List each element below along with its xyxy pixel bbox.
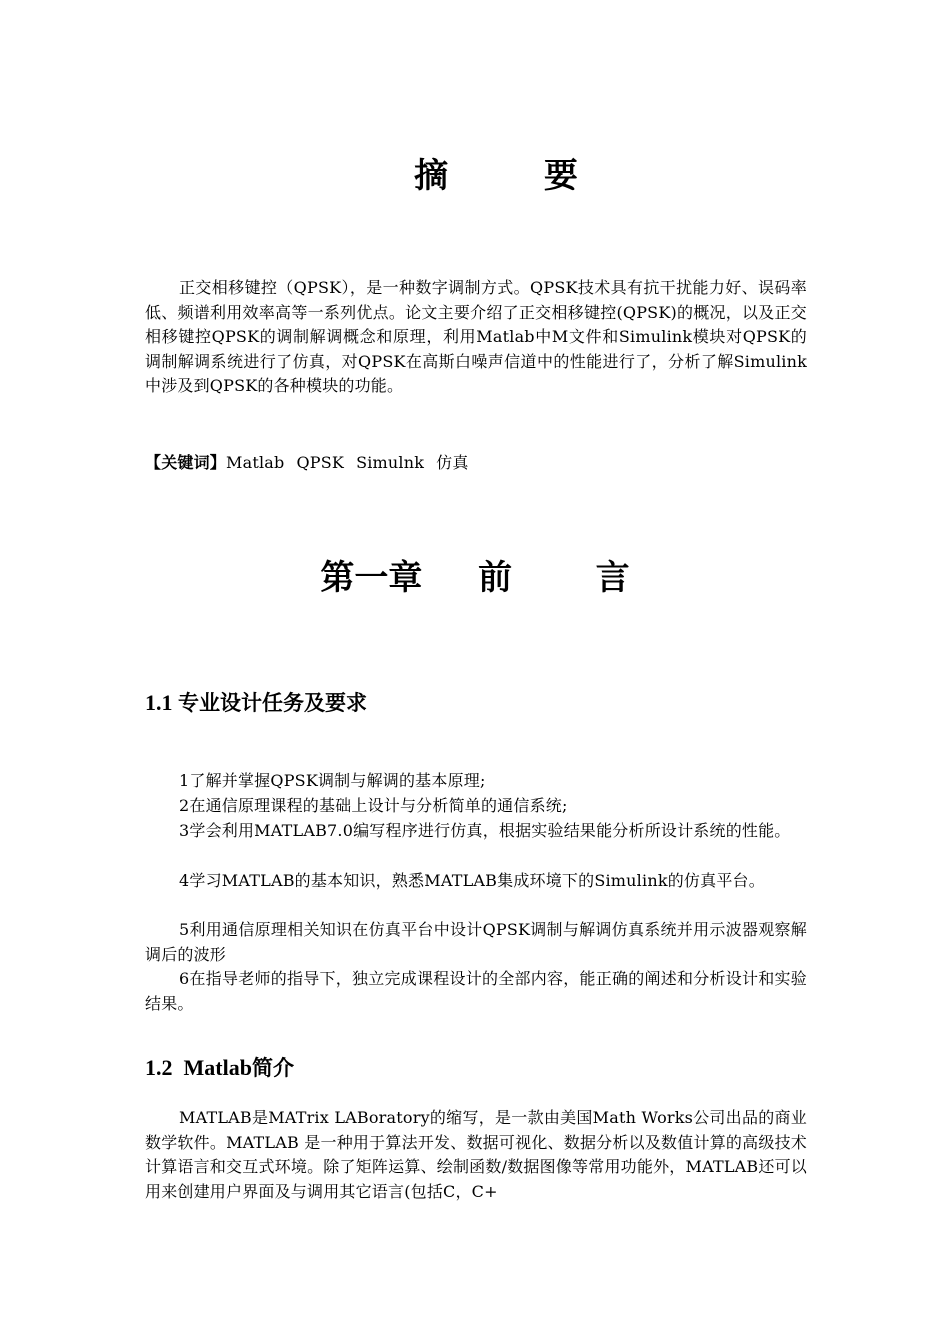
matlab-intro-body: MATLAB是MATrix LABoratory的缩写，是一款由美国Math Works公司出品的商业数学软件。MATLAB 是一种用于算法开发、数据可视化、数据分析以及数值计算的高级技术计算语言和交互式环境。除了矩阵运算、绘制函数/数据图像等常用功能外，MATLAB还可以用来创建用户界面及与调用其它语言(包括C，C+ — [145, 1108, 807, 1201]
section-heading — [145, 1054, 294, 1082]
abstract-title: 摘 要 — [414, 156, 620, 196]
requirement-item: 1了解并掌握QPSK调制与解调的基本原理; — [179, 771, 486, 790]
keyword-item: QPSK — [296, 453, 345, 472]
section-number: 1.2 — [145, 1055, 173, 1080]
requirement-item: 4学习MATLAB的基本知识，熟悉MATLAB集成环境下的Simulink的仿真平台。 — [179, 871, 765, 890]
chapter-title: 第一章 前 言 — [320, 558, 630, 598]
section-title-cjk: 简介 — [251, 1056, 294, 1080]
keywords-label: 【关键词】 — [145, 453, 227, 472]
section-heading — [145, 689, 367, 717]
abstract-body: 正交相移键控（QPSK），是一种数字调制方式。QPSK技术具有抗干扰能力好、误码率低、频谱利用效率高等一系列优点。论文主要介绍了正交相移键控(QPSK)的概况，以及正交相移键控QPSK的调制解调概念和原理，利用Matlab中M文件和Simulink模块对QPSK的调制解调系统进行了仿真，对QPSK在高斯白噪声信道中的性能进行了，分析了解Simulink中涉及到QPSK的各种模块的功能。 — [145, 278, 807, 395]
requirement-item: 3学会利用MATLAB7.0编写程序进行仿真，根据实验结果能分析所设计系统的性能。 — [179, 821, 791, 840]
section-title: Matlab — [183, 1055, 252, 1080]
section-title: 专业设计任务及要求 — [178, 691, 367, 715]
requirement-item: 2在通信原理课程的基础上设计与分析简单的通信系统; — [179, 796, 568, 815]
keyword-item: Matlab — [226, 453, 285, 472]
section-number: 1.1 — [145, 690, 173, 715]
keyword-item: 仿真 — [436, 453, 469, 472]
requirement-item: 5利用通信原理相关知识在仿真平台中设计QPSK调制与解调仿真系统并用示波器观察解调后的波形 — [145, 920, 807, 964]
requirement-item: 6在指导老师的指导下，独立完成课程设计的全部内容，能正确的阐述和分析设计和实验结果。 — [145, 969, 807, 1013]
keyword-item: Simulnk — [356, 453, 425, 472]
keywords-line — [145, 451, 807, 476]
